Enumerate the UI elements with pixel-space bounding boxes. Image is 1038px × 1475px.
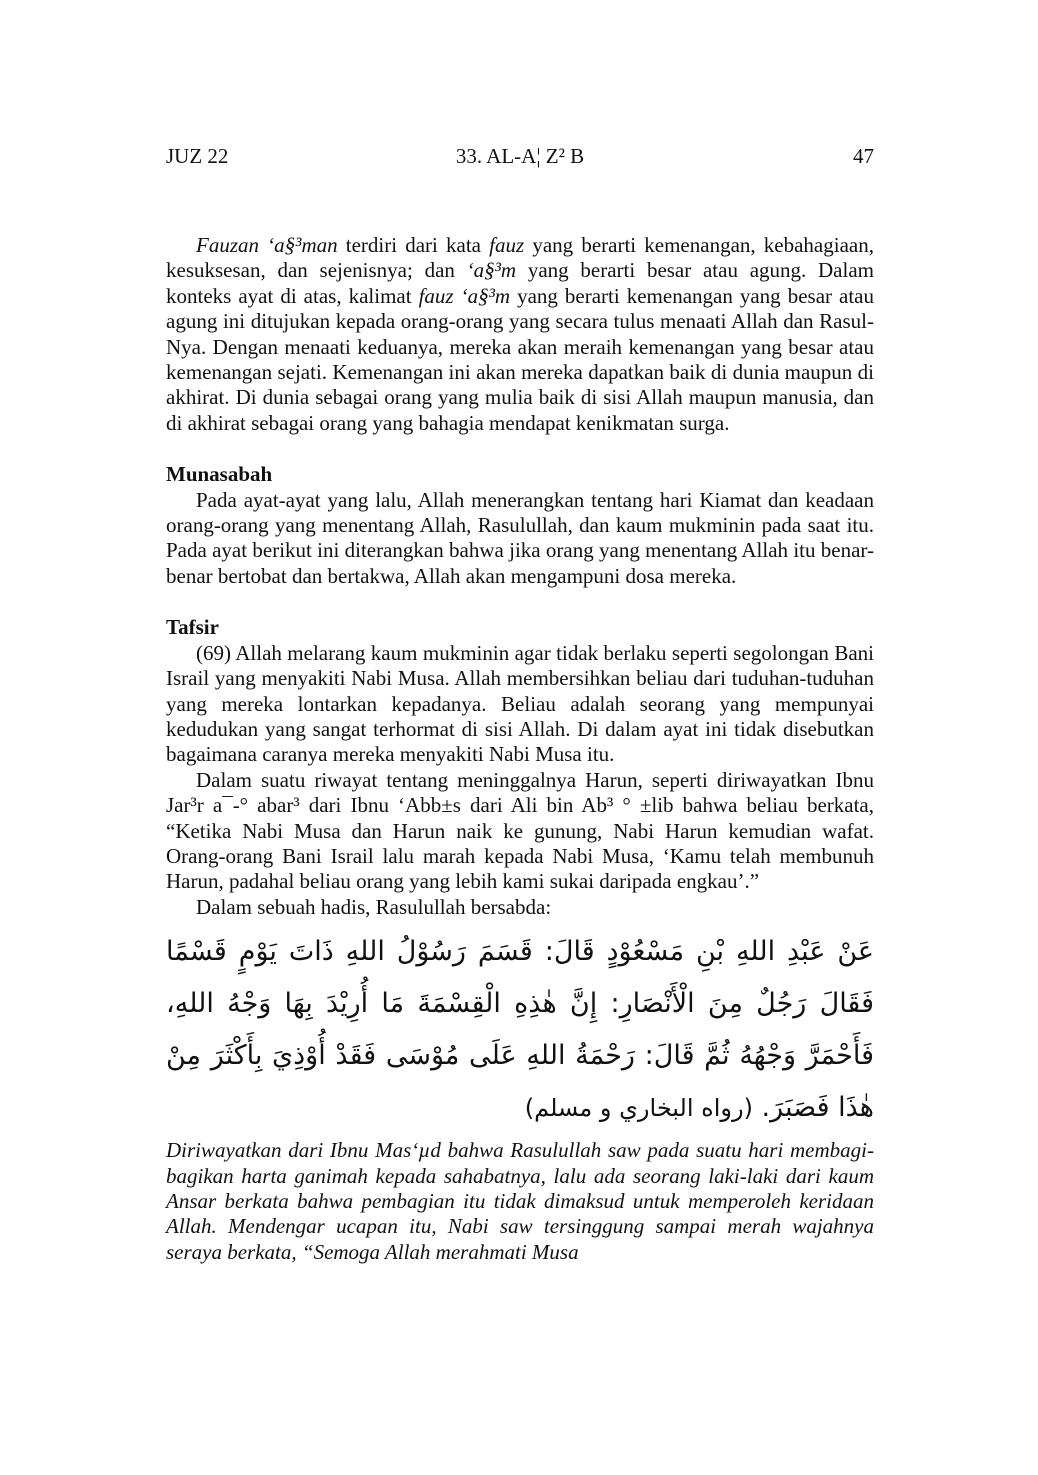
term-fauzan-azim: Fauzan ‘a§³man xyxy=(196,233,338,257)
arabic-hadith-source: (رواه البخاري و مسلم) xyxy=(524,1094,753,1123)
surah-title: 33. AL-A¦ Z² B xyxy=(455,144,585,168)
intro-paragraph: Fauzan ‘a§³man terdiri dari kata fauz yang berarti kemenangan, kebahagiaan, kesuksesan, dan sejenisnya; dan ‘a§³m yang berarti besar atau agung. Dalam konteks ayat di atas, kalimat fauz ‘a§³m yang berarti kemenangan yang besar atau agung ini ditujukan kepada orang-orang yang secara tulus menaati Allah dan Rasul-Nya. Dengan menaati keduanya, mereka akan meraih kemenangan yang besar atau kemenangan sejati. Kemenangan ini akan mereka dapatkan baik di dunia maupun di akhirat. Di dunia sebagai orang yang mulia baik di sisi Allah maupun manusia, dan di akhirat sebagai orang yang bahagia mendapat kenikmatan surga. xyxy=(166,233,874,435)
tafsir-heading: Tafsir xyxy=(166,615,219,640)
tafsir-paragraph-hadis-intro: Dalam sebuah hadis, Rasulullah bersabda: xyxy=(196,894,552,919)
tafsir-paragraph-69: (69) Allah melarang kaum mukminin agar tidak berlaku seperti segolongan Bani Israil yang menyakiti Nabi Musa. Allah membersihkan beliau dari tuduhan-tuduhan yang mereka lontarkan kepadanya. Beliau adalah seorang yang mempunyai kedudukan yang sangat terhormat di sisi Allah. Di dalam ayat ini tidak disebutkan bagaimana caranya mereka menyakiti Nabi Musa itu. xyxy=(166,640,874,767)
term-azim: ‘a§³m xyxy=(466,258,517,283)
page-header xyxy=(166,144,874,172)
term-fauz-azim: fauz ‘a§³m xyxy=(418,283,511,308)
tafsir-paragraph-riwayat: Dalam suatu riwayat tentang meninggalnya Harun, seperti diriwayatkan Ibnu Jar³r a¯-° abar³ dari Ibnu ‘Abb±s dari Ali bin Ab³ ° ±lib bahwa beliau berkata, “Ketika Nabi Musa dan Harun naik ke gunung, Nabi Harun kemudian wafat. Orang-orang Bani Israil lalu marah kepada Nabi Musa, ‘Kamu telah membunuh Harun, padahal beliau orang yang lebih kami sukai daripada engkau’.” xyxy=(166,767,874,894)
spacer xyxy=(166,436,874,462)
term-fauz: fauz xyxy=(489,233,525,257)
hadith-translation: Diriwayatkan dari Ibnu Mas‘µd bahwa Rasulullah saw pada suatu hari membagi-bagikan harta ganimah kepada sahabatnya, lalu ada seorang laki-laki dari kaum Ansar berkata bahwa pembagian itu tidak dimaksud untuk memperoleh keridaan Allah. Mendengar ucapan itu, Nabi saw tersinggung sampai merah wajahnya seraya berkata, “Semoga Allah merahmati Musa xyxy=(166,1138,874,1264)
munasabah-paragraph: Pada ayat-ayat yang lalu, Allah menerangkan tentang hari Kiamat dan keadaan orang-orang yang menentang Allah, Rasulullah, dan kaum mukminin pada saat itu. Pada ayat berikut ini diterangkan bahwa jika orang yang menentang Allah itu benar-benar bertobat dan bertakwa, Allah akan mengampuni dosa mereka. xyxy=(166,487,874,588)
munasabah-heading: Munasabah xyxy=(166,462,273,487)
arabic-hadith xyxy=(166,926,874,1134)
page-number: 47 xyxy=(853,144,874,168)
arabic-hadith-text: عَنْ عَبْدِ اللهِ بْنِ مَسْعُوْدٍ قَالَ: قَسَمَ رَسُوْلُ اللهِ ذَاتَ يَوْمٍ قَسْمًا فَقَالَ رَجُلٌ مِنَ الْأَنْصَارِ: إِنَّ هٰذِهِ الْقِسْمَةَ مَا أُرِيْدَ بِهَا وَجْهُ اللهِ، فَأَحْمَرَّ وَجْهُهُ ثُمَّ قَالَ: رَحْمَةُ اللهِ عَلَى مُوْسَى فَقَدْ أُوْذِيَ بِأَكْثَرَ مِنْ هٰذَا فَصَبَرَ. xyxy=(166,936,874,1124)
juz-label: JUZ 22 xyxy=(166,144,229,168)
page-body xyxy=(166,233,874,1265)
spacer xyxy=(166,589,874,615)
